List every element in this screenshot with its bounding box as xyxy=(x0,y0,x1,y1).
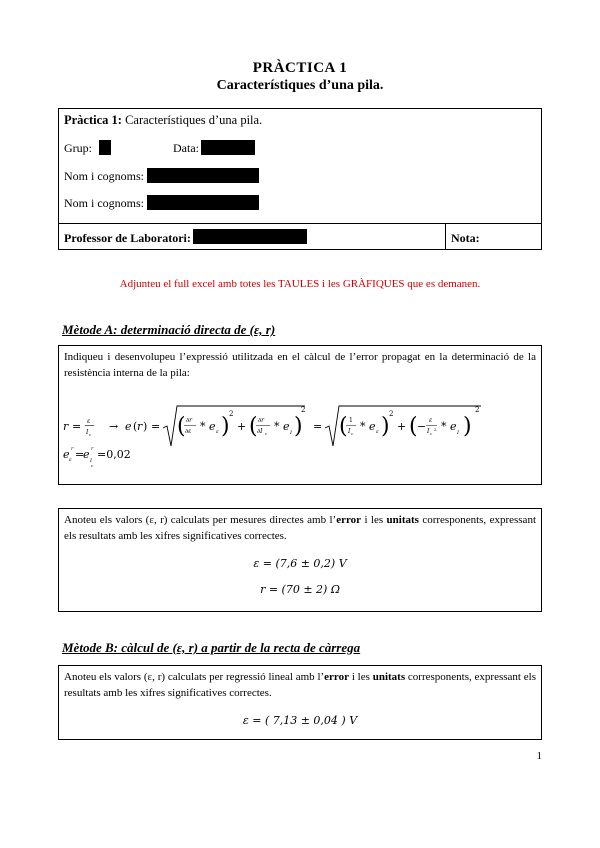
redacted-group xyxy=(99,140,111,155)
error-propagation-formula xyxy=(63,402,533,472)
direct-results-box xyxy=(58,508,542,612)
regression-emf-result: ε = ( 7,13 ± 0,04 ) V xyxy=(242,714,358,727)
svg-text:ε: ε xyxy=(216,429,219,435)
svg-text:c: c xyxy=(89,432,92,437)
svg-text:(: ( xyxy=(409,414,418,439)
svg-text:r: r xyxy=(91,446,94,452)
svg-text:I: I xyxy=(290,430,292,436)
svg-text:ε: ε xyxy=(429,417,433,424)
svg-text:): ) xyxy=(381,414,390,439)
svg-text:c: c xyxy=(91,463,94,468)
svg-text:r: r xyxy=(71,446,74,452)
svg-text:(: ( xyxy=(339,414,348,439)
svg-text:e: e xyxy=(369,420,376,433)
svg-text:∂r: ∂r xyxy=(258,417,264,424)
table-row-divider xyxy=(59,223,541,224)
name2-label: Nom i cognoms: xyxy=(64,196,144,210)
svg-text:e: e xyxy=(209,420,216,433)
date-label: Data: xyxy=(173,141,199,155)
group-label: Grup: xyxy=(64,141,92,155)
svg-text:r: r xyxy=(137,420,143,433)
svg-text:I: I xyxy=(427,428,430,435)
instruction-note: Adjunteu el full excel amb totes les TAULES i les GRÀFIQUES que es demanen. xyxy=(119,278,481,290)
svg-text:1: 1 xyxy=(349,417,353,424)
svg-text:r: r xyxy=(63,420,69,433)
svg-text:ε: ε xyxy=(376,429,379,435)
name1-label: Nom i cognoms: xyxy=(64,169,144,183)
svg-text:=0,02: =0,02 xyxy=(97,448,131,461)
redacted-professor xyxy=(193,229,307,244)
svg-text:I: I xyxy=(348,428,351,435)
direct-emf-result: ε = (7,6 ± 0,2) V xyxy=(253,557,347,570)
svg-text:ε: ε xyxy=(87,418,91,425)
section-b-heading: Mètode B: càlcul de (ε, r) a partir de la recta de càrrega xyxy=(62,640,361,655)
svg-text:=: = xyxy=(72,420,82,433)
redacted-name-1 xyxy=(147,168,259,183)
svg-text:I: I xyxy=(90,458,92,464)
student-info-table xyxy=(58,108,542,250)
error-expression-instructions: Indiqueu i desenvolupeu l’expressió utilitzada en el càlcul de l’error propagat en la determinació de la resistència interna de la pila: xyxy=(64,351,536,379)
svg-text:e: e xyxy=(283,420,290,433)
svg-text:2: 2 xyxy=(389,410,394,418)
svg-text:I: I xyxy=(457,430,459,436)
svg-text:I: I xyxy=(86,429,89,436)
practice-heading xyxy=(64,113,262,128)
regression-results-box xyxy=(58,665,542,740)
error-expression-box xyxy=(58,345,542,485)
svg-text:ε: ε xyxy=(69,457,72,463)
direct-results-instructions: Anoteu els valors (ε, r) calculats per mesures directes amb l’error i les unitats corresponents, expressant els resultats amb les xifres significatives correctes. xyxy=(64,514,536,542)
svg-text:e: e xyxy=(450,420,457,433)
svg-text:*: * xyxy=(274,420,280,433)
svg-text:2: 2 xyxy=(434,427,437,432)
redacted-name-2 xyxy=(147,195,259,210)
svg-text:∂r: ∂r xyxy=(186,417,192,424)
practice-label: Pràctica 1: xyxy=(64,113,122,127)
svg-text:): ) xyxy=(463,414,472,439)
table-column-divider xyxy=(445,223,446,249)
svg-text:2: 2 xyxy=(475,406,480,414)
svg-text:+: + xyxy=(237,420,247,433)
svg-text:*: * xyxy=(360,420,366,433)
page-number: 1 xyxy=(536,750,542,762)
svg-text:=: = xyxy=(151,420,161,433)
svg-text:→: → xyxy=(109,420,119,433)
svg-text:c: c xyxy=(351,431,354,436)
svg-text:e: e xyxy=(125,420,132,433)
svg-text:∂I: ∂I xyxy=(257,428,263,435)
svg-text:+: + xyxy=(397,420,407,433)
svg-text:=: = xyxy=(75,448,85,461)
grade-label: Nota: xyxy=(451,231,480,245)
svg-text:*: * xyxy=(441,420,447,433)
svg-text:c: c xyxy=(430,431,433,436)
svg-text:*: * xyxy=(200,420,206,433)
svg-text:(: ( xyxy=(249,414,258,439)
document-title: PRÀCTICA 1 xyxy=(252,60,348,76)
svg-text:∂ε: ∂ε xyxy=(185,428,192,435)
svg-text:e: e xyxy=(83,448,90,461)
section-a-heading: Mètode A: determinació directa de (ε, r) xyxy=(62,322,276,337)
svg-text:2: 2 xyxy=(301,406,306,414)
svg-text:(: ( xyxy=(133,420,138,433)
practice-title: Característiques d’una pila. xyxy=(125,113,263,127)
svg-text:): ) xyxy=(294,414,303,439)
regression-results-instructions: Anoteu els valors (ε, r) calculats per regressió lineal amb l’error i les unitats corresponents, expressant els resultats amb les xifres significatives correctes. xyxy=(64,671,536,699)
document-subtitle: Característiques d’una pila. xyxy=(216,78,384,93)
svg-text:2: 2 xyxy=(229,410,234,418)
svg-text:−: − xyxy=(417,420,427,433)
svg-text:): ) xyxy=(221,414,230,439)
svg-text:c: c xyxy=(265,431,268,436)
svg-text:): ) xyxy=(143,420,148,433)
svg-text:(: ( xyxy=(177,414,186,439)
direct-resistance-result: r = (70 ± 2) Ω xyxy=(260,583,340,596)
redacted-date xyxy=(201,140,255,155)
professor-label: Professor de Laboratori: xyxy=(64,231,191,245)
svg-text:e: e xyxy=(63,448,70,461)
svg-text:=: = xyxy=(313,420,323,433)
